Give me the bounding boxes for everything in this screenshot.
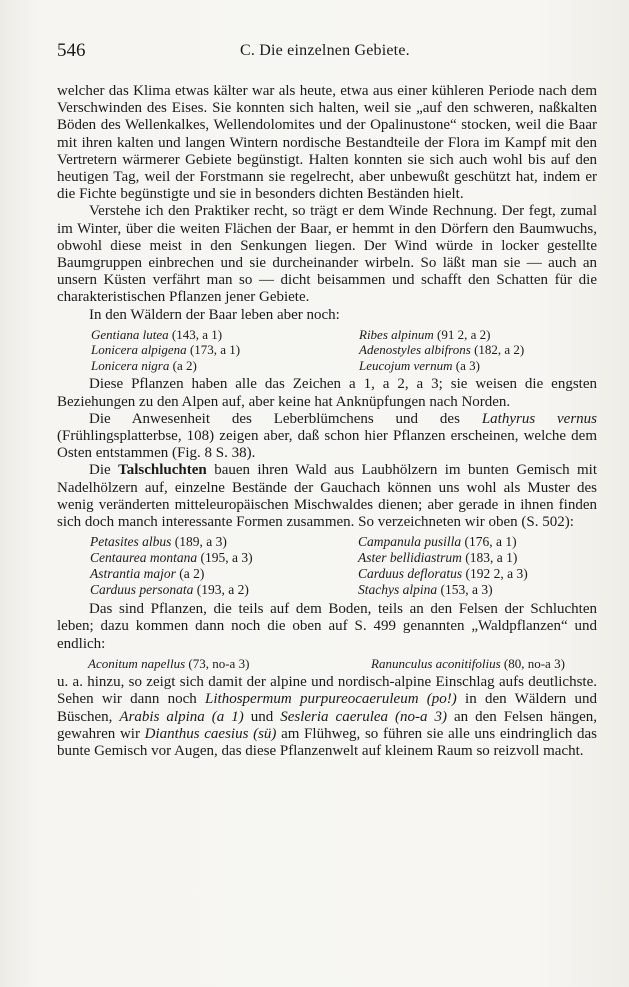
paragraph-8: u. a. hinzu, so zeigt sich damit der alpine und nordisch-alpine Einschlag aufs deutlichste. Sehen wir dann noch Lithospermum purpureocaeruleum (po!) in den Wäldern und Büschen, Arabis alpina (a 1) und Sesleria caerulea (no-a 3) an den Felsen hängen, gewahren wir Dianthus caesius (sü) am Flühweg, so führen sie alle uns eindringlich das bunte Gemisch vor Augen, das diese Pflanzenwelt auf kleinem Raum so reizvoll macht. [57,674,598,760]
plant-list-talschluchten [90,534,597,598]
plant-entry: Adenostyles albifrons (182, a 2) [359,342,525,358]
plant-entry: Lonicera nigra (a 2) [91,357,197,373]
plant-entry: Aconitum napellus (73, no-a 3) [88,655,250,671]
plant-entry: Campanula pusilla (176, a 1) [358,534,517,550]
plant-list-baar [91,327,597,374]
paragraph-3: In den Wäldern der Baar leben aber noch: [89,306,340,323]
plant-entry: Ribes alpinum (91 2, a 2) [359,326,491,342]
page-body [57,83,597,760]
running-head: C. Die einzelnen Gebiete. [240,42,410,59]
paragraph-2: Verstehe ich den Praktiker recht, so trägt er dem Winde Rechnung. Der fegt, zumal im Winter, über die weiten Flächen der Baar, er hemmt in den Dörfern den Baumwuchs, obwohl diese meist in den Senkungen liegen. Der Wind würde in locker gestellte Baumgruppen einbrechen und sie durcheinander wirbeln. So läßt man sie — auch an unsern Küsten verfährt man so — dicht beisammen und schafft den Schatten für die charakteristischen Pflanzen jener Gebiete. [57,203,597,306]
paragraph-1: welcher das Klima etwas kälter war als heute, etwa aus einer kühleren Periode nach dem Verschwinden des Eises. Sie konnten sich halten, weil sie „auf den schweren, naßkalten Böden des Wellenkalkes, Wellendolomites und der Opalinustone“ stocken, weil die Baar mit ihren kalten und langen Wintern nordische Bestandteile der Flora im Kampf mit den Vertretern wärmerer Gebiete begünstigt. Halten konnten sie sich auch wohl bis auf den heutigen Tag, weil der Forstmann sie regelrecht, aber unbewußt geschützt hat, indem er die Fichte begünstigte und sie in besonders dichten Beständen hielt. [57,83,597,203]
paragraph-4: Diese Pflanzen haben alle das Zeichen a 1, a 2, a 3; sie weisen die engsten Beziehungen zu den Alpen auf, aber keine hat Anknüpfungen nach Norden. [57,376,597,410]
plant-entry: Astrantia major (a 2) [90,566,205,582]
plant-entry: Petasites albus (189, a 3) [90,534,227,550]
plant-entry: Aster bellidiastrum (183, a 1) [358,550,518,566]
plant-list-endlich [88,656,597,672]
page-header [57,40,565,64]
plant-entry: Ranunculus aconitifolius (80, no-a 3) [371,655,565,671]
plant-entry: Carduus personata (193, a 2) [90,582,249,598]
page-number: 546 [57,40,86,61]
paragraph-7: Das sind Pflanzen, die teils auf dem Boden, teils an den Felsen der Schluchten leben; dazu kommen dann noch die oben auf S. 499 genannten „Waldpflanzen“ und endlich: [57,601,597,652]
plant-entry: Centaurea montana (195, a 3) [90,550,253,566]
paragraph-5: Die Anwesenheit des Leberblümchens und des Lathyrus vernus (Frühlingsplatterbse, 108) zeigen aber, daß schon hier Pflanzen erscheinen, welche dem Osten entstammen (Fig. 8 S. 38). [57,410,598,462]
paragraph-6: Die Talschluchten bauen ihren Wald aus Laubhölzern im bunten Gemisch mit Nadelhölzern auf, einzelne Bestände der Gauchach können uns wohl als Muster des wenig veränderten mitteleuropäischen Mischwaldes dienen; aber gerade in ihnen finden sich doch manch interessante Formen zusammen. So verzeichneten wir oben (S. 502): [57,462,598,530]
plant-entry: Gentiana lutea (143, a 1) [91,326,223,342]
emphasis-talschluchten: Talschluchten [118,462,207,479]
plant-entry: Stachys alpina (153, a 3) [358,582,493,598]
plant-entry: Lonicera alpigena (173, a 1) [91,342,241,358]
plant-entry: Carduus defloratus (192 2, a 3) [358,566,528,582]
plant-entry: Leucojum vernum (a 3) [359,357,480,373]
